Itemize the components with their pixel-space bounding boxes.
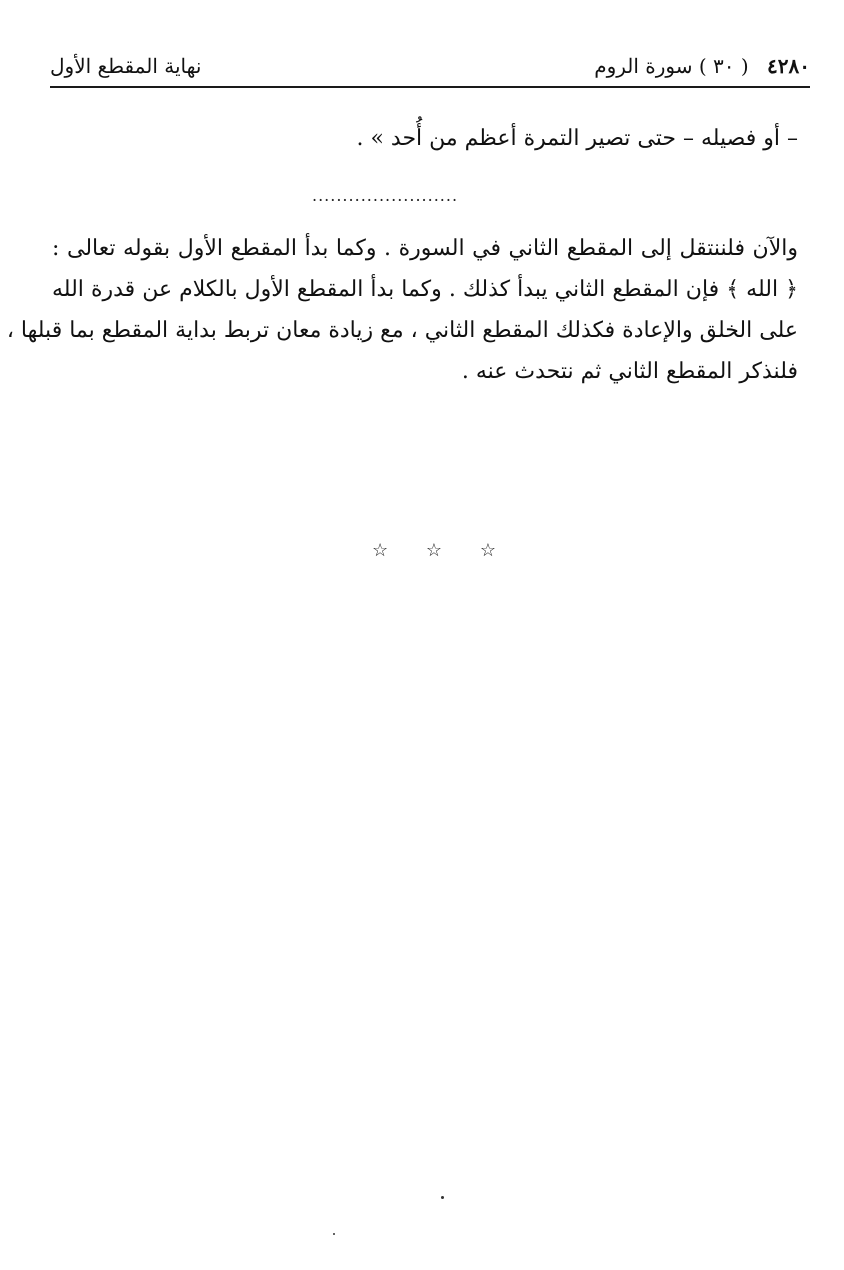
dotted-separator: ........................ bbox=[312, 186, 459, 205]
surah-label: ( ٣٠ ) سورة الروم bbox=[594, 54, 749, 78]
quote-line: – أو فصيله – حتى تصير التمرة أعظم من أُحد » . bbox=[356, 126, 798, 151]
paragraph-line: ﴿ الله ﴾ فإن المقطع الثاني يبدأ كذلك . وكما بدأ المقطع الأول بالكلام عن قدرة الله bbox=[52, 277, 798, 302]
paragraph-line: فلنذكر المقطع الثاني ثم نتحدث عنه . bbox=[461, 359, 798, 384]
paragraph-line: على الخلق والإعادة فكذلك المقطع الثاني ، مع زيادة معان تربط بداية المقطع بما قبلها ، bbox=[6, 318, 798, 343]
star-icon: ☆ bbox=[372, 540, 389, 561]
section-title: نهاية المقطع الأول bbox=[50, 54, 202, 78]
paragraph-line: والآن فلننتقل إلى المقطع الثاني في السورة . وكما بدأ المقطع الأول بقوله تعالى : bbox=[52, 236, 798, 261]
star-icon: ☆ bbox=[425, 540, 443, 561]
star-icon: ☆ bbox=[479, 540, 496, 561]
header-running-title bbox=[594, 54, 810, 78]
body-paragraph bbox=[6, 228, 798, 392]
section-end-ornament bbox=[372, 540, 496, 561]
page-number: ٤٢٨٠ bbox=[767, 54, 810, 78]
scan-speck bbox=[333, 1233, 335, 1235]
page-header bbox=[50, 50, 810, 88]
scan-speck bbox=[441, 1196, 444, 1199]
